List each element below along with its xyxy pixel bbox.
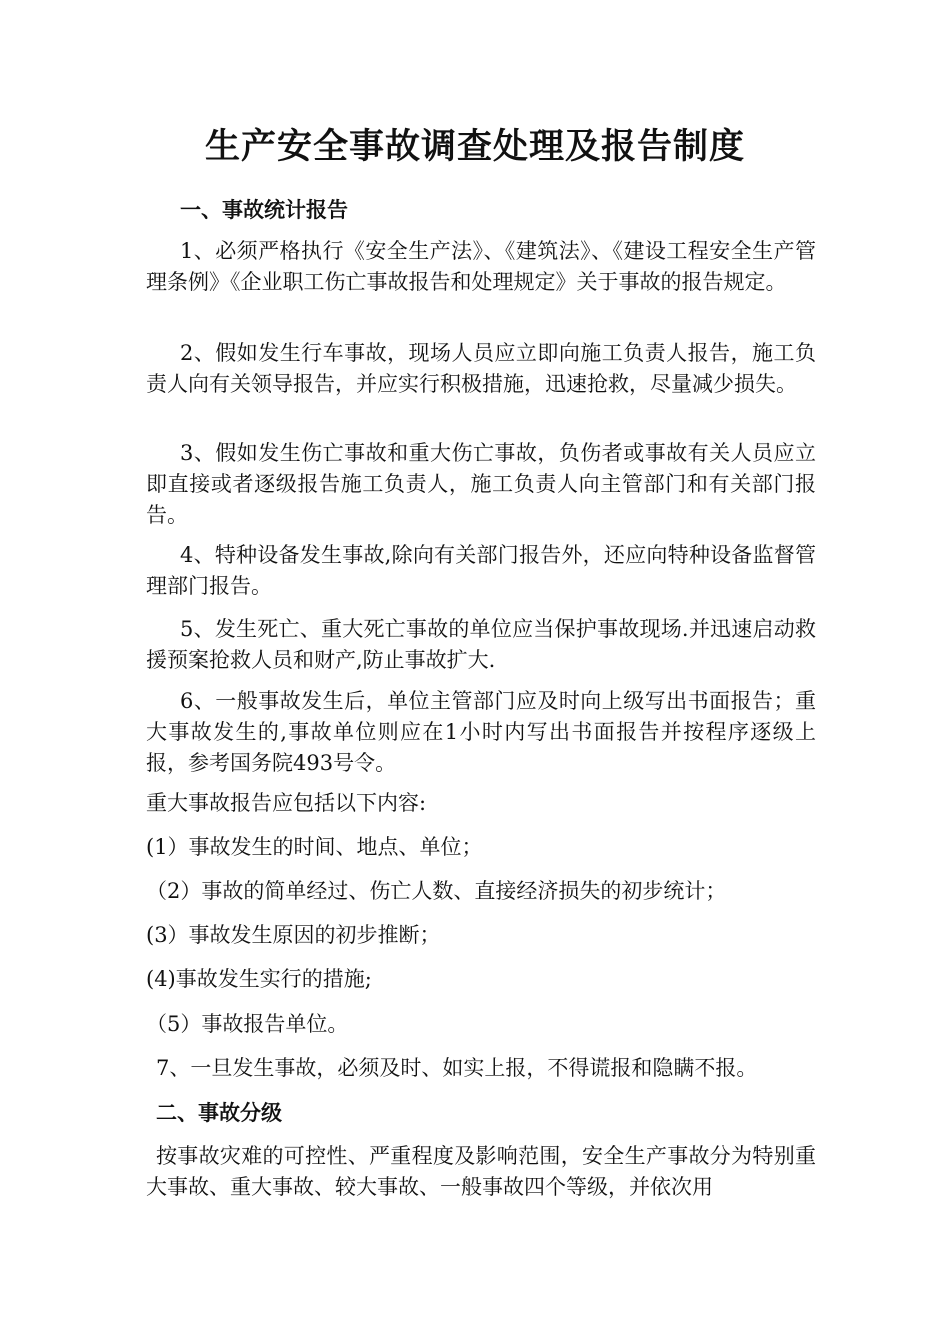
paragraph-item-3: 3、假如发生伤亡事故和重大伤亡事故，负伤者或事故有关人员应立即直接或者逐级报告施工负责人，施工负责人向主管部门和有关部门报告。 bbox=[146, 441, 816, 527]
report-content-item: （5）事故报告单位。 bbox=[146, 1012, 349, 1036]
document-title: 生产安全事故调查处理及报告制度 bbox=[204, 126, 745, 167]
report-content-item: (4)事故发生实行的措施; bbox=[146, 967, 372, 991]
paragraph-accident-grading: 按事故灾难的可控性、严重程度及影响范围，安全生产事故分为特别重大事故、重大事故、较大事故、一般事故四个等级，并依次用 bbox=[146, 1144, 816, 1199]
paragraph-item-7: 7、一旦发生事故，必须及时、如实上报，不得谎报和隐瞒不报。 bbox=[156, 1056, 758, 1080]
paragraph-item-1: 1、必须严格执行《安全生产法》、《建筑法》、《建设工程安全生产管理条例》《企业职工伤亡事故报告和处理规定》关于事故的报告规定。 bbox=[146, 239, 816, 294]
paragraph-item-4: 4、特种设备发生事故,除向有关部门报告外，还应向特种设备监督管理部门报告。 bbox=[146, 543, 816, 598]
report-content-item: （2）事故的简单经过、伤亡人数、直接经济损失的初步统计； bbox=[146, 879, 727, 903]
paragraph-item-6: 6、一般事故发生后，单位主管部门应及时向上级写出书面报告；重大事故发生的,事故单位则应在1小时内写出书面报告并按程序逐级上报，参考国务院493号令。 bbox=[146, 689, 816, 775]
section-heading-statistics-report: 一、事故统计报告 bbox=[180, 197, 348, 222]
report-content-item: (1）事故发生的时间、地点、单位； bbox=[146, 835, 483, 859]
report-content-item: (3）事故发生原因的初步推断； bbox=[146, 923, 441, 947]
report-contents-intro: 重大事故报告应包括以下内容: bbox=[146, 791, 427, 815]
paragraph-item-5: 5、发生死亡、重大死亡事故的单位应当保护事故现场.并迅速启动救援预案抢救人员和财产,防止事故扩大. bbox=[146, 617, 816, 672]
paragraph-item-2: 2、假如发生行车事故，现场人员应立即向施工负责人报告，施工负责人向有关领导报告，并应实行积极措施，迅速抢救，尽量减少损失。 bbox=[146, 341, 816, 396]
section-heading-accident-grading: 二、事故分级 bbox=[156, 1100, 282, 1125]
